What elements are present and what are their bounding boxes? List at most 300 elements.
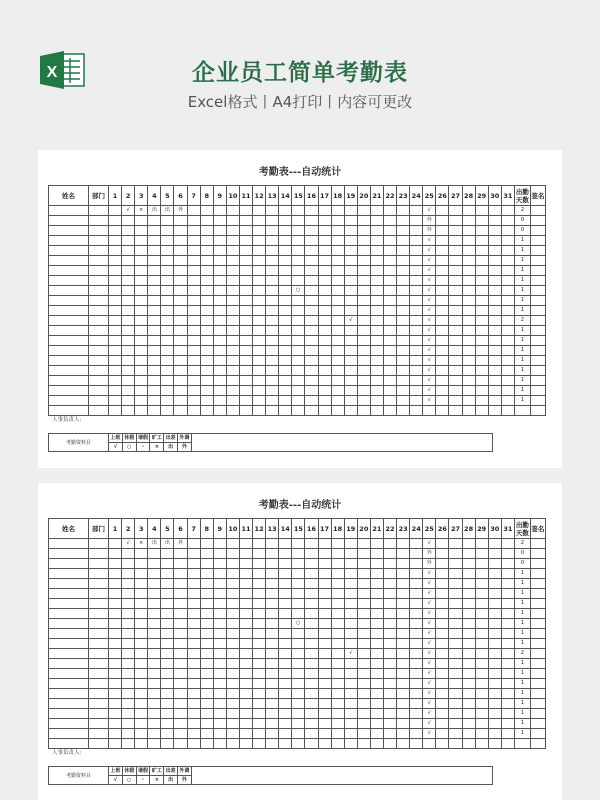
logo-letter: X — [46, 64, 58, 81]
day-cell — [292, 386, 305, 396]
day-cell — [161, 579, 174, 589]
day-cell — [239, 376, 252, 386]
day-cell — [331, 336, 344, 346]
name-cell — [49, 206, 89, 216]
day-cell — [200, 579, 213, 589]
day-cell — [370, 619, 383, 629]
sign-cell — [530, 589, 545, 599]
day-cell — [305, 306, 318, 316]
day-cell — [357, 729, 370, 739]
day-cell — [226, 256, 239, 266]
day-cell — [449, 286, 462, 296]
day-cell — [109, 609, 122, 619]
day-cell — [213, 599, 226, 609]
header-day: 4 — [148, 519, 161, 539]
day-cell: × — [135, 539, 148, 549]
day-cell — [410, 669, 423, 679]
day-cell — [370, 246, 383, 256]
day-cell — [292, 336, 305, 346]
day-cell — [410, 386, 423, 396]
day-cell — [436, 579, 449, 589]
day-cell — [279, 659, 292, 669]
day-cell — [318, 336, 331, 346]
day-cell — [253, 326, 266, 336]
day-cell — [449, 336, 462, 346]
day-cell — [161, 739, 174, 749]
day-cell — [266, 376, 279, 386]
day-cell — [436, 539, 449, 549]
day-cell — [200, 406, 213, 416]
page-title: 企业员工简单考勤表 — [192, 60, 408, 86]
sign-cell — [530, 286, 545, 296]
day-cell — [318, 649, 331, 659]
day-cell — [344, 256, 357, 266]
day-cell — [122, 619, 135, 629]
day-cell — [331, 609, 344, 619]
day-cell — [226, 709, 239, 719]
day-cell — [410, 709, 423, 719]
table-row — [49, 579, 546, 589]
day-cell — [109, 549, 122, 559]
day-cell — [174, 356, 187, 366]
day-cell: √ — [423, 366, 436, 376]
day-cell — [344, 276, 357, 286]
day-cell — [318, 639, 331, 649]
day-cell — [253, 346, 266, 356]
day-cell — [410, 296, 423, 306]
day-cell — [213, 346, 226, 356]
day-cell — [161, 266, 174, 276]
day-cell — [213, 276, 226, 286]
day-cell — [135, 246, 148, 256]
header-day: 15 — [292, 519, 305, 539]
day-cell — [187, 599, 200, 609]
day-cell — [226, 739, 239, 749]
dept-cell — [89, 629, 109, 639]
day-cell — [357, 719, 370, 729]
day-cell — [109, 226, 122, 236]
day-cell — [488, 629, 501, 639]
day-cell — [305, 356, 318, 366]
day-cell — [200, 216, 213, 226]
day-cell — [410, 729, 423, 739]
day-cell — [305, 396, 318, 406]
day-cell — [135, 579, 148, 589]
day-cell — [488, 589, 501, 599]
sign-cell — [530, 569, 545, 579]
day-cell — [357, 579, 370, 589]
table-row — [49, 619, 546, 629]
day-cell — [148, 266, 161, 276]
day-cell — [383, 629, 396, 639]
sign-cell — [530, 406, 545, 416]
day-cell — [305, 286, 318, 296]
day-cell — [331, 346, 344, 356]
day-cell — [161, 659, 174, 669]
total-cell: 1 — [514, 306, 530, 316]
day-cell — [475, 649, 488, 659]
day-cell — [436, 659, 449, 669]
day-cell — [318, 276, 331, 286]
day-cell — [331, 619, 344, 629]
sign-cell — [530, 356, 545, 366]
day-cell: √ — [423, 256, 436, 266]
day-cell — [279, 689, 292, 699]
day-cell — [475, 709, 488, 719]
day-cell — [174, 649, 187, 659]
name-cell — [49, 236, 89, 246]
sign-cell — [530, 709, 545, 719]
day-cell — [266, 216, 279, 226]
header-day: 18 — [331, 186, 344, 206]
day-cell — [370, 569, 383, 579]
day-cell: √ — [423, 679, 436, 689]
name-cell — [49, 256, 89, 266]
header-total: 出勤天数 — [515, 520, 529, 537]
day-cell: √ — [423, 609, 436, 619]
name-cell — [49, 246, 89, 256]
day-cell — [318, 296, 331, 306]
day-cell — [449, 236, 462, 246]
day-cell — [331, 406, 344, 416]
day-cell — [187, 569, 200, 579]
header-day: 20 — [357, 186, 370, 206]
day-cell — [161, 336, 174, 346]
day-cell: 外 — [423, 559, 436, 569]
day-cell — [488, 396, 501, 406]
day-cell — [462, 366, 475, 376]
day-cell — [462, 286, 475, 296]
day-cell — [410, 226, 423, 236]
day-cell: √ — [423, 659, 436, 669]
day-cell — [488, 226, 501, 236]
header-day: 31 — [501, 186, 514, 206]
day-cell: √ — [423, 719, 436, 729]
header-day: 22 — [383, 519, 396, 539]
day-cell — [174, 569, 187, 579]
day-cell — [239, 326, 252, 336]
day-cell — [357, 699, 370, 709]
total-cell: 1 — [514, 599, 530, 609]
day-cell — [109, 629, 122, 639]
day-cell — [462, 336, 475, 346]
day-cell — [318, 356, 331, 366]
name-cell — [49, 306, 89, 316]
day-cell — [436, 599, 449, 609]
day-cell — [501, 406, 514, 416]
day-cell — [344, 659, 357, 669]
day-cell — [305, 336, 318, 346]
day-cell — [318, 539, 331, 549]
sign-cell — [530, 639, 545, 649]
day-cell — [122, 376, 135, 386]
day-cell — [462, 346, 475, 356]
day-cell — [292, 679, 305, 689]
sign-cell — [530, 629, 545, 639]
day-cell — [357, 649, 370, 659]
day-cell — [357, 659, 370, 669]
day-cell — [279, 276, 292, 286]
day-cell — [370, 236, 383, 246]
day-cell — [305, 216, 318, 226]
day-cell — [436, 739, 449, 749]
day-cell — [239, 729, 252, 739]
day-cell — [305, 649, 318, 659]
header-sign: 签名 — [530, 186, 545, 206]
day-cell — [410, 659, 423, 669]
day-cell — [148, 599, 161, 609]
name-cell — [49, 376, 89, 386]
sign-cell — [530, 649, 545, 659]
day-cell — [135, 649, 148, 659]
day-cell — [292, 719, 305, 729]
day-cell — [501, 256, 514, 266]
day-cell — [357, 266, 370, 276]
day-cell — [253, 629, 266, 639]
table-row — [49, 406, 546, 416]
day-cell — [109, 699, 122, 709]
name-cell — [49, 276, 89, 286]
day-cell — [174, 619, 187, 629]
day-cell — [318, 246, 331, 256]
day-cell — [174, 739, 187, 749]
day-cell — [135, 739, 148, 749]
day-cell — [488, 236, 501, 246]
day-cell — [475, 216, 488, 226]
day-cell — [279, 406, 292, 416]
day-cell — [449, 589, 462, 599]
total-cell — [514, 739, 530, 749]
day-cell — [331, 396, 344, 406]
day-cell — [475, 316, 488, 326]
day-cell — [501, 206, 514, 216]
day-cell — [213, 386, 226, 396]
day-cell — [122, 579, 135, 589]
day-cell — [410, 649, 423, 659]
legend-header: 外调 — [179, 768, 190, 774]
day-cell — [331, 256, 344, 266]
day-cell — [200, 549, 213, 559]
day-cell — [449, 226, 462, 236]
day-cell — [279, 619, 292, 629]
day-cell — [200, 559, 213, 569]
header-day: 17 — [318, 186, 331, 206]
dept-cell — [89, 579, 109, 589]
day-cell — [475, 739, 488, 749]
day-cell — [226, 326, 239, 336]
day-cell — [397, 406, 410, 416]
day-cell — [488, 246, 501, 256]
day-cell — [344, 406, 357, 416]
day-cell — [436, 206, 449, 216]
day-cell — [488, 729, 501, 739]
header-day: 22 — [383, 186, 396, 206]
dept-cell — [89, 669, 109, 679]
day-cell — [357, 396, 370, 406]
day-cell — [501, 719, 514, 729]
day-cell — [357, 326, 370, 336]
dept-cell — [89, 236, 109, 246]
table-row — [49, 549, 546, 559]
day-cell — [344, 246, 357, 256]
day-cell — [449, 679, 462, 689]
table-row — [49, 569, 546, 579]
day-cell — [135, 316, 148, 326]
day-cell — [488, 366, 501, 376]
day-cell — [148, 246, 161, 256]
day-cell — [436, 406, 449, 416]
day-cell — [397, 659, 410, 669]
total-cell: 1 — [514, 256, 530, 266]
day-cell — [253, 306, 266, 316]
day-cell — [383, 316, 396, 326]
day-cell — [161, 236, 174, 246]
day-cell — [266, 336, 279, 346]
table-row — [49, 609, 546, 619]
day-cell — [187, 366, 200, 376]
day-cell — [436, 549, 449, 559]
day-cell — [122, 549, 135, 559]
day-cell — [148, 236, 161, 246]
day-cell — [279, 256, 292, 266]
day-cell — [397, 649, 410, 659]
dept-cell — [89, 729, 109, 739]
day-cell — [305, 256, 318, 266]
day-cell — [488, 539, 501, 549]
day-cell — [370, 589, 383, 599]
day-cell — [357, 226, 370, 236]
day-cell — [397, 739, 410, 749]
day-cell — [305, 549, 318, 559]
day-cell — [318, 609, 331, 619]
day-cell — [174, 336, 187, 346]
day-cell — [410, 609, 423, 619]
day-cell — [226, 216, 239, 226]
sign-cell — [530, 326, 545, 336]
legend-symbol: ○ — [122, 443, 136, 452]
day-cell — [357, 386, 370, 396]
day-cell — [109, 539, 122, 549]
day-cell — [462, 639, 475, 649]
day-cell — [174, 366, 187, 376]
day-cell: √ — [423, 326, 436, 336]
day-cell — [370, 336, 383, 346]
day-cell — [239, 296, 252, 306]
day-cell — [462, 306, 475, 316]
header-day: 18 — [331, 519, 344, 539]
day-cell — [266, 599, 279, 609]
day-cell — [109, 216, 122, 226]
day-cell — [148, 406, 161, 416]
day-cell — [161, 549, 174, 559]
day-cell — [331, 226, 344, 236]
day-cell — [501, 266, 514, 276]
day-cell — [187, 256, 200, 266]
day-cell — [122, 276, 135, 286]
day-cell — [253, 559, 266, 569]
day-cell — [279, 739, 292, 749]
name-cell — [49, 699, 89, 709]
sign-cell — [530, 729, 545, 739]
day-cell — [200, 236, 213, 246]
dept-cell — [89, 609, 109, 619]
day-cell — [161, 649, 174, 659]
day-cell — [148, 619, 161, 629]
day-cell — [488, 406, 501, 416]
table-row — [49, 326, 546, 336]
day-cell — [213, 266, 226, 276]
day-cell — [331, 216, 344, 226]
day-cell — [187, 709, 200, 719]
day-cell — [226, 396, 239, 406]
day-cell — [410, 569, 423, 579]
day-cell — [292, 266, 305, 276]
day-cell — [187, 549, 200, 559]
day-cell — [200, 599, 213, 609]
header-day: 21 — [370, 519, 383, 539]
day-cell — [174, 729, 187, 739]
sign-cell — [530, 559, 545, 569]
dept-cell — [89, 599, 109, 609]
day-cell — [213, 609, 226, 619]
day-cell — [148, 286, 161, 296]
day-cell — [148, 316, 161, 326]
day-cell — [174, 386, 187, 396]
day-cell — [135, 216, 148, 226]
day-cell — [122, 639, 135, 649]
day-cell — [488, 679, 501, 689]
day-cell — [200, 629, 213, 639]
day-cell: √ — [423, 729, 436, 739]
day-cell — [397, 569, 410, 579]
total-cell: 1 — [514, 386, 530, 396]
day-cell — [161, 599, 174, 609]
day-cell — [279, 609, 292, 619]
dept-cell — [89, 719, 109, 729]
day-cell — [292, 689, 305, 699]
day-cell — [331, 246, 344, 256]
day-cell — [200, 246, 213, 256]
day-cell — [318, 366, 331, 376]
day-cell — [253, 336, 266, 346]
day-cell — [161, 216, 174, 226]
day-cell — [397, 709, 410, 719]
day-cell — [501, 679, 514, 689]
day-cell — [292, 256, 305, 266]
day-cell — [279, 669, 292, 679]
day-cell — [423, 739, 436, 749]
day-cell — [226, 629, 239, 639]
day-cell — [488, 549, 501, 559]
day-cell — [344, 569, 357, 579]
day-cell — [292, 589, 305, 599]
day-cell — [135, 386, 148, 396]
day-cell — [397, 396, 410, 406]
day-cell — [135, 296, 148, 306]
day-cell — [226, 619, 239, 629]
day-cell — [475, 266, 488, 276]
day-cell — [122, 236, 135, 246]
day-cell — [383, 579, 396, 589]
day-cell — [410, 739, 423, 749]
header-day: 25 — [423, 519, 436, 539]
day-cell — [318, 306, 331, 316]
day-cell — [266, 719, 279, 729]
day-cell — [279, 236, 292, 246]
day-cell — [475, 336, 488, 346]
day-cell — [344, 336, 357, 346]
day-cell — [397, 539, 410, 549]
